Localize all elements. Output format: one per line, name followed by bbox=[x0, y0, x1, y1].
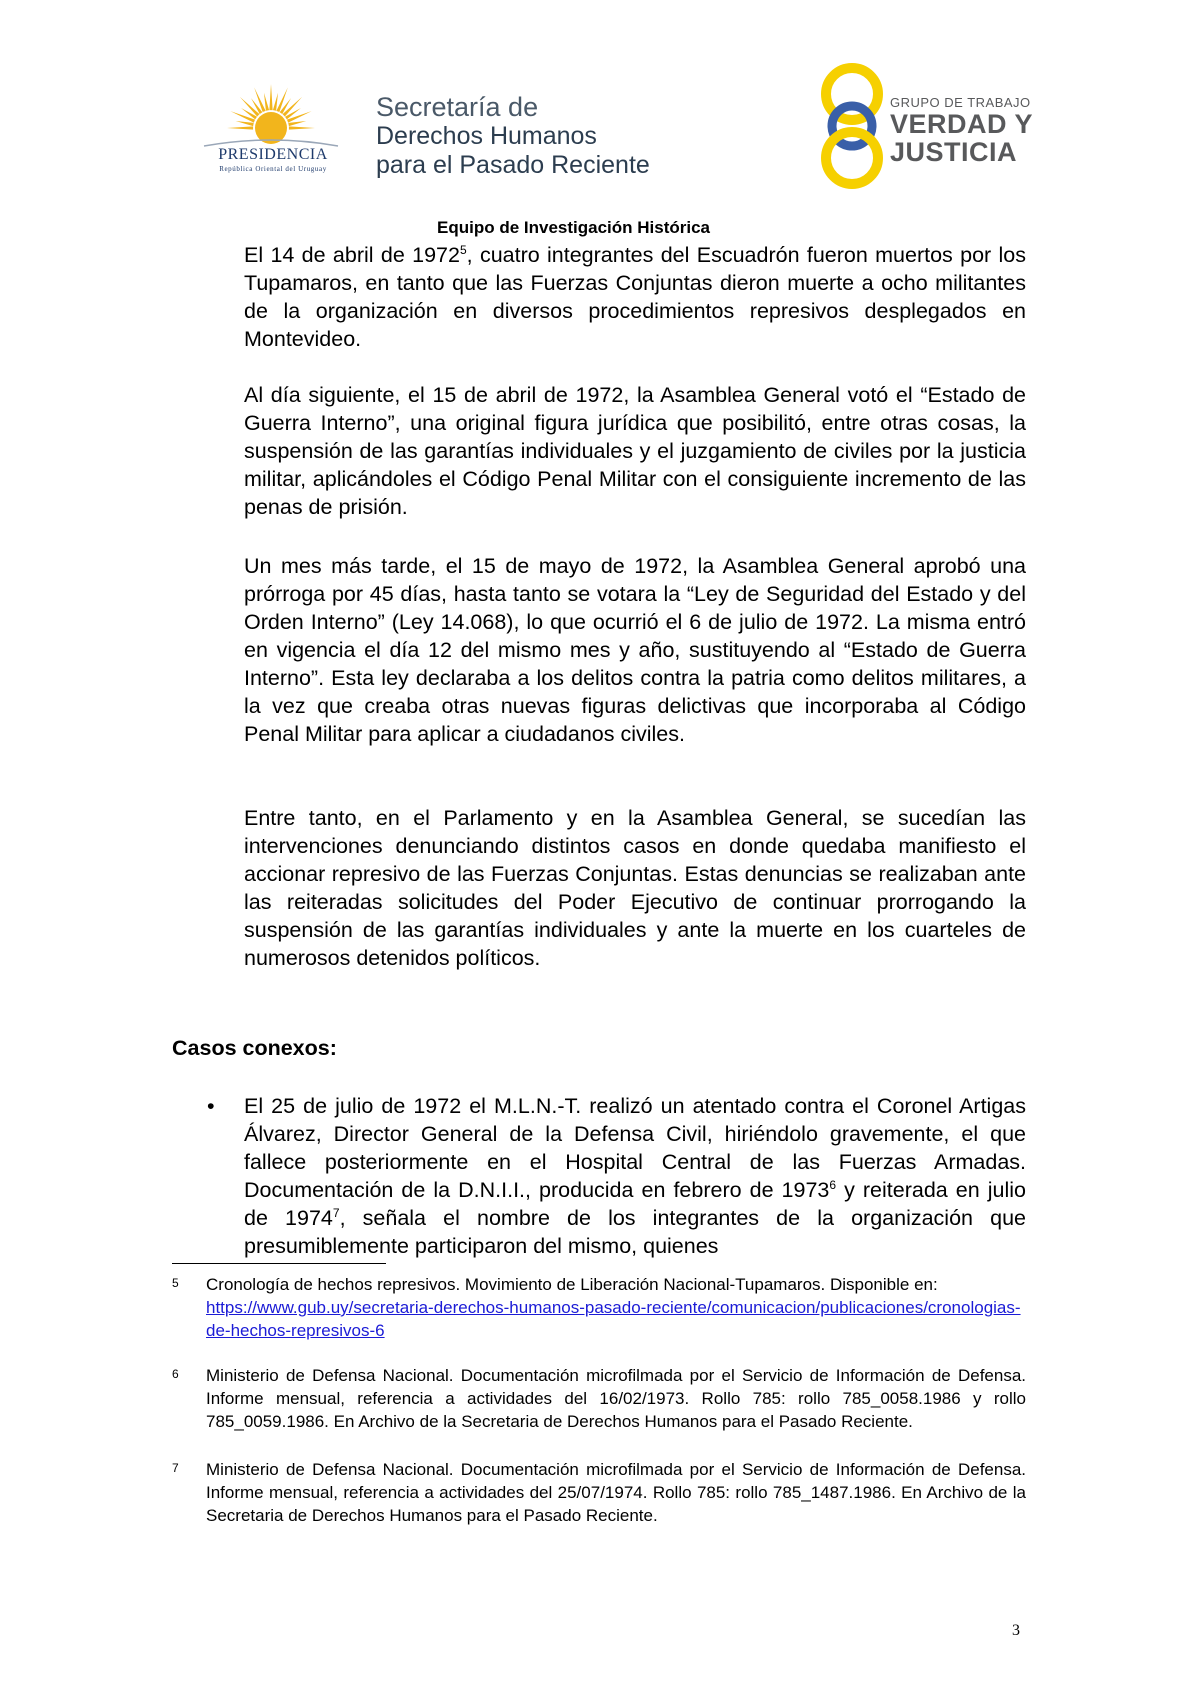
sun-ray bbox=[227, 126, 253, 129]
footnote-ref-6[interactable]: 6 bbox=[829, 1177, 837, 1192]
sun-ray bbox=[236, 121, 254, 126]
sun-ray bbox=[269, 84, 272, 110]
grupo-line-1: GRUPO DE TRABAJO bbox=[890, 95, 1031, 110]
bullet-item-1-text-b: y reiterada en julio de 1974 bbox=[244, 1178, 1026, 1230]
footnote-7-number: 7 bbox=[172, 1461, 179, 1475]
secretaria-line-2: Derechos Humanos bbox=[376, 122, 597, 150]
presidencia-label: PRESIDENCIA bbox=[218, 146, 328, 163]
page-number: 3 bbox=[1012, 1622, 1020, 1639]
paragraph-2: Al día siguiente, el 15 de abril de 1972, la Asamblea General votó el “Estado de Guerra Interno”, una original figura jurídica que posibilitó, entre otras cosas, la suspensión de las garantías individuales y el juzgamiento de civiles por la justicia militar, aplicándoles el Código Penal Militar con el consiguiente incremento de las penas de prisión. bbox=[244, 383, 1026, 519]
bullet-item-1 bbox=[244, 1092, 1026, 1260]
footnote-ref-5[interactable]: 5 bbox=[459, 242, 467, 257]
bullet-item-1-text-a: El 25 de julio de 1972 el M.L.N.-T. realizó un atentado contra el Coronel Artigas Álvarez, Director General de la Defensa Civil, hiriéndolo gravemente, el que fallece posteriormente en el Hospital Central de las Fuerzas Armadas. Documentación de la D.N.I.I., producida en febrero de 1973 bbox=[244, 1094, 1026, 1202]
paragraph-1 bbox=[244, 241, 1026, 353]
footnote-ref-7[interactable]: 7 bbox=[332, 1205, 340, 1220]
sun-ray bbox=[273, 93, 278, 111]
sun-ray bbox=[230, 111, 255, 122]
sun-ray bbox=[288, 121, 306, 126]
bullet-item-1-text-c: , señala el nombre de los integrantes de la organización que presumiblemente participaron del mismo, quienes bbox=[244, 1206, 1027, 1258]
sun-ray bbox=[287, 111, 312, 122]
secretaria-logo-text bbox=[376, 92, 650, 180]
paragraph-3: Un mes más tarde, el 15 de mayo de 1972, la Asamblea General aprobó una prórroga por 45 días, hasta tanto se votara la “Ley de Seguridad del Estado y del Orden Interno” (Ley 14.068), lo que ocurrió el 6 de julio de 1972. La misma entró en vigencia el día 12 del mismo mes y año, sustituyendo al “Estado de Guerra Interno”. Esta ley declaraba a los delitos contra la patria como delitos militares, a la vez que creaba otras nuevas figuras delictivas que incorporaba al Código Penal Militar para aplicar a ciudadanos civiles. bbox=[244, 554, 1026, 746]
paragraph-1-text-b: , cuatro integrantes del Escuadrón fueron muertos por los Tupamaros, en tanto que las Fuerzas Conjuntas dieron muerte a ocho militantes de la organización en diversos procedimientos represivos desplegados en Montevideo. bbox=[244, 243, 1027, 351]
footnote-5-text: Cronología de hechos represivos. Movimiento de Liberación Nacional-Tupamaros. Disponible en: bbox=[206, 1275, 938, 1294]
sun-ray bbox=[276, 87, 287, 112]
grupo-trabajo-logo-mark bbox=[813, 60, 891, 192]
grupo-line-3: JUSTICIA bbox=[890, 137, 1018, 167]
secretaria-line-1: Secretaría de bbox=[376, 92, 539, 122]
grupo-line-2: VERDAD Y bbox=[890, 109, 1034, 139]
footnote-5-number: 5 bbox=[172, 1276, 179, 1290]
sun-ray bbox=[254, 87, 265, 112]
footnote-5 bbox=[206, 1273, 1026, 1342]
footnote-7-text: Ministerio de Defensa Nacional. Documentación microfilmada por el Servicio de Información de Defensa. Informe mensual, referencia a actividades del 25/07/1974. Rollo 785: rollo 785_1487.1986. En Archivo de la Secretaria de Derechos Humanos para el Pasado Reciente. bbox=[206, 1460, 1026, 1525]
grupo-trabajo-logo-text bbox=[890, 96, 1033, 166]
secretaria-line-3: para el Pasado Reciente bbox=[376, 151, 650, 179]
section-title: Equipo de Investigación Histórica bbox=[437, 218, 710, 237]
bullet-icon: • bbox=[207, 1094, 215, 1118]
sun-ray bbox=[264, 93, 269, 111]
paragraph-4: Entre tanto, en el Parlamento y en la Asamblea General, se sucedían las intervenciones denunciando distintos casos en donde quedaba manifiesto el accionar represivo de las Fuerzas Conjuntas. Estas denuncias se realizaban ante las reiteradas solicitudes del Poder Ejecutivo de continuar prorrogando la suspensión de las garantías individuales y ante la muerte en los cuarteles de numerosos detenidos políticos. bbox=[244, 806, 1026, 970]
paragraph-1-text-a: El 14 de abril de 1972 bbox=[244, 243, 460, 267]
sun-ray bbox=[289, 126, 315, 129]
casos-conexos-heading: Casos conexos: bbox=[172, 1036, 337, 1060]
republica-label: República Oriental del Uruguay bbox=[219, 165, 327, 173]
footnote-divider bbox=[172, 1263, 386, 1264]
footnote-6-number: 6 bbox=[172, 1367, 179, 1381]
footnote-5-link[interactable]: https://www.gub.uy/secretaria-derechos-humanos-pasado-reciente/comunicacion/publicaciones/cronologias-de-hechos-represivos-6 bbox=[206, 1298, 1021, 1340]
footnote-6-text: Ministerio de Defensa Nacional. Documentación microfilmada por el Servicio de Información de Defensa. Informe mensual, referencia a actividades del 16/02/1973. Rollo 785: rollo 785_0058.1986 y rollo 785_0059.1986. En Archivo de la Secretaria de Derechos Humanos para el Pasado Reciente. bbox=[206, 1366, 1026, 1431]
